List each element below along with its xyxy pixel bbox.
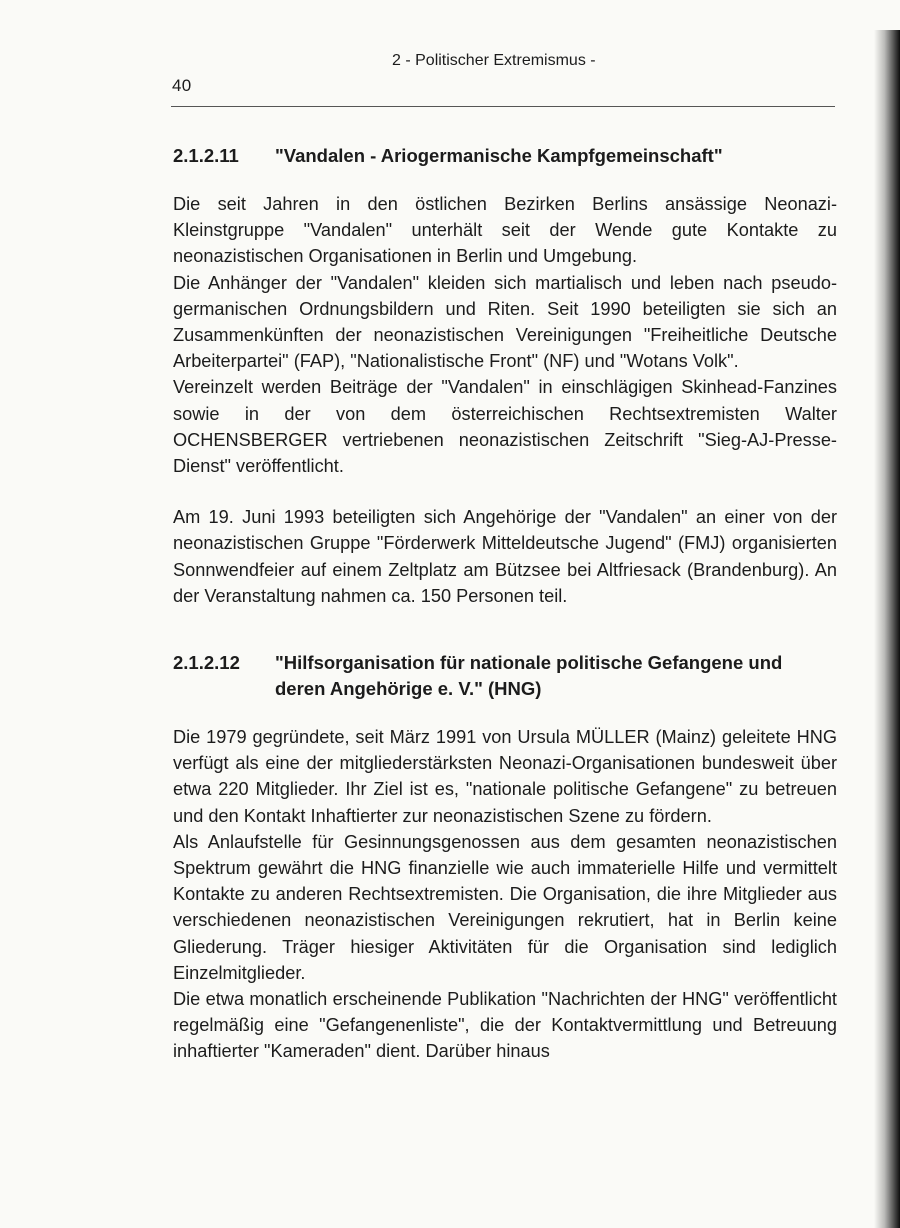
scan-edge-shadow	[874, 30, 900, 1228]
paragraph: Am 19. Juni 1993 beteiligten sich Angehörige der "Vandalen" an einer von der neonazistischen Gruppe "Förderwerk Mitteldeutsche Jugend" (FMJ) organisierten Sonnwendfeier auf einem Zeltplatz am Bützsee bei Altfriesack (Brandenburg). An der Veranstaltung nahmen ca. 150 Personen teil.	[173, 507, 837, 606]
section-heading-hng	[173, 650, 837, 702]
running-head: 2 - Politischer Extremismus -	[392, 52, 596, 69]
paragraph: Die etwa monatlich erscheinende Publikation "Nachrichten der HNG" veröffentlicht regelmäßig eine "Gefangenenliste", die der Kontaktvermittlung und Betreuung inhaftierter "Kameraden" dient. Darüber hinaus	[173, 989, 837, 1062]
section-title: "Vandalen - Ariogermanische Kampfgemeinschaft"	[275, 145, 723, 166]
paragraph: Die Anhänger der "Vandalen" kleiden sich martialisch und leben nach pseudo-germanischen Ordnungsbildern und Riten. Seit 1990 beteiligten sie sich an Zusammenkünften der neonazistischen Vereinigungen "Freiheitliche Deutsche Arbeiterpartei" (FAP), "Nationalistische Front" (NF) und "Wotans Volk".	[173, 272, 837, 372]
page-number: 40	[172, 76, 192, 95]
section-title: "Hilfsorganisation für nationale politische Gefangene und deren Angehörige e. V." (HNG)	[275, 652, 783, 700]
paragraph: Die seit Jahren in den östlichen Bezirken Berlins ansässige Neonazi-Kleinstgruppe "Vandalen" unterhält seit der Wende gute Kontakte zu neonazistischen Organisationen in Berlin und Umgebung.	[173, 194, 837, 267]
section-number: 2.1.2.12	[173, 652, 240, 674]
section-heading-vandalen	[173, 143, 837, 169]
document-body	[173, 143, 837, 1065]
paragraph: Die 1979 gegründete, seit März 1991 von Ursula MÜLLER (Mainz) geleitete HNG verfügt als eine der mitgliederstärksten Neonazi-Organisationen bundesweit über etwa 220 Mitglieder. Ihr Ziel ist es, "nationale politische Gefangene" zu betreuen und den Kontakt Inhaftierter zur neonazistischen Szene zu fördern.	[173, 727, 837, 826]
paragraph: Vereinzelt werden Beiträge der "Vandalen" in einschlägigen Skinhead-Fanzines sowie in der von dem österreichischen Rechtsextremisten Walter OCHENSBERGER vertriebenen neonazistischen Zeitschrift "Sieg-AJ-Presse-Dienst" veröffentlicht.	[173, 377, 837, 477]
header-rule	[171, 106, 835, 107]
paragraph: Als Anlaufstelle für Gesinnungsgenossen aus dem gesamten neonazistischen Spektrum gewährt die HNG finanzielle wie auch immaterielle Hilfe und vermittelt Kontakte zu anderen Rechtsextremisten. Die Organisation, die ihre Mitglieder aus verschiedenen neonazistischen Vereinigungen rekrutiert, hat in Berlin keine Gliederung. Träger hiesiger Aktivitäten für die Organisation sind lediglich Einzelmitglieder.	[173, 831, 837, 983]
section-number: 2.1.2.11	[173, 145, 239, 166]
